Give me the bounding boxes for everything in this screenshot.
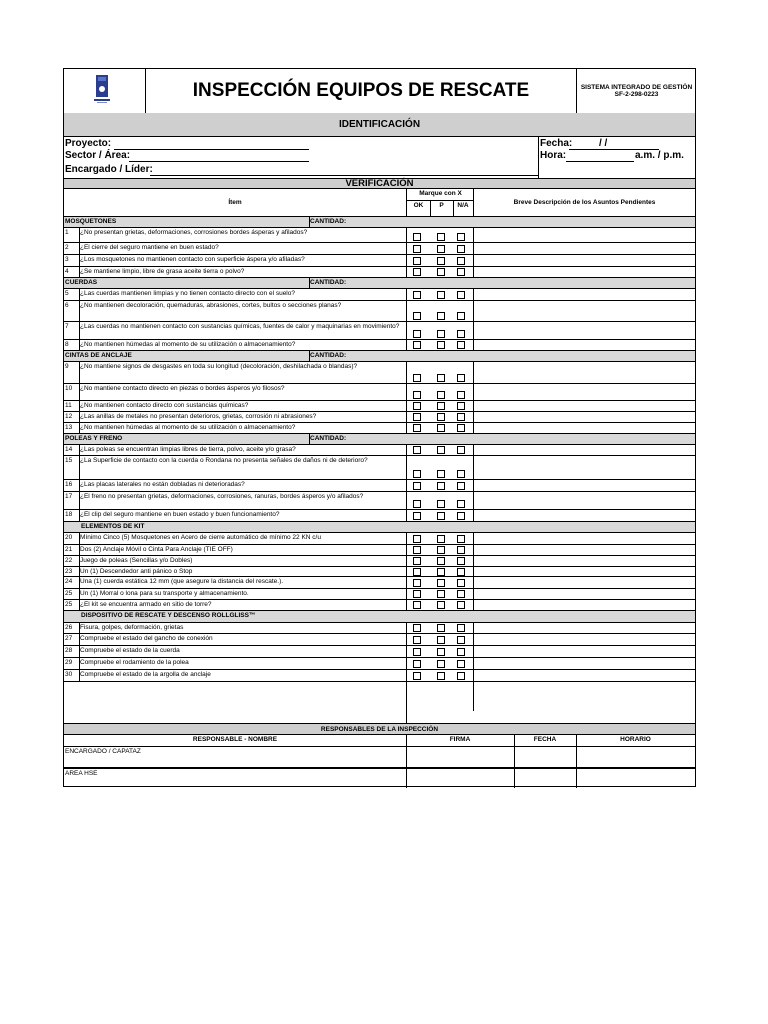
- ok-checkbox[interactable]: [413, 413, 421, 421]
- p-header: P: [439, 202, 444, 209]
- p-checkbox[interactable]: [437, 257, 445, 265]
- resp-col-horario-line: [576, 735, 577, 788]
- table-row: [64, 567, 695, 577]
- pending-description-field[interactable]: [474, 362, 695, 384]
- p-checkbox[interactable]: [437, 672, 445, 680]
- item-number: 18: [65, 511, 73, 518]
- ok-checkbox[interactable]: [413, 268, 421, 276]
- na-checkbox[interactable]: [457, 413, 465, 421]
- na-checkbox[interactable]: [457, 424, 465, 432]
- item-number: 29: [65, 659, 73, 666]
- p-checkbox[interactable]: [437, 374, 445, 382]
- item-text: Compruebe el estado de la cuerda: [80, 647, 180, 654]
- cantidad-label: CANTIDAD:: [310, 352, 347, 359]
- item-text: Un (1) Morral o lona para su transporte y almacenamiento.: [80, 590, 249, 597]
- item-text: ¿No mantienen contacto directo con sustancias químicas?: [80, 402, 249, 409]
- na-checkbox[interactable]: [457, 568, 465, 576]
- na-checkbox[interactable]: [457, 391, 465, 399]
- ok-checkbox[interactable]: [413, 601, 421, 609]
- pending-description-field[interactable]: [474, 533, 695, 545]
- p-checkbox[interactable]: [437, 535, 445, 543]
- table-row: [64, 646, 695, 658]
- table-row: [64, 322, 695, 340]
- p-checkbox[interactable]: [437, 291, 445, 299]
- table-row: [64, 545, 695, 556]
- marque-line: [406, 200, 473, 201]
- ok-checkbox[interactable]: [413, 330, 421, 338]
- section-label: DISPOSITIVO DE RESCATE Y DESCENSO ROLLGLISS™: [81, 612, 256, 619]
- table-row: [64, 670, 695, 682]
- p-checkbox[interactable]: [437, 391, 445, 399]
- cantidad-divider: [309, 217, 310, 228]
- col-fecha: FECHA: [533, 736, 557, 743]
- ok-checkbox[interactable]: [413, 660, 421, 668]
- ok-checkbox[interactable]: [413, 470, 421, 478]
- ok-checkbox[interactable]: [413, 245, 421, 253]
- ok-checkbox[interactable]: [413, 579, 421, 587]
- table-row: [64, 412, 695, 423]
- area-hse-label: AREA HSE: [65, 770, 98, 777]
- pending-description-field[interactable]: [474, 658, 695, 670]
- cantidad-label: CANTIDAD:: [310, 435, 347, 442]
- pending-description-field[interactable]: [474, 401, 695, 412]
- item-text: ¿No mantienen decoloración, quemaduras, abrasiones, cortes, bultos o secciones planas?: [80, 302, 342, 309]
- form-title: INSPECCIÓN EQUIPOS DE RESCATE: [192, 80, 530, 101]
- na-checkbox[interactable]: [457, 470, 465, 478]
- ok-checkbox[interactable]: [413, 590, 421, 598]
- resp-header-line: [64, 746, 695, 747]
- p-checkbox[interactable]: [437, 341, 445, 349]
- item-number: 27: [65, 635, 73, 642]
- table-row: [64, 255, 695, 267]
- item-number: 8: [65, 341, 69, 348]
- p-checkbox[interactable]: [437, 233, 445, 241]
- item-text: Juego de poleas (Sencillas y/o Dobles): [80, 557, 193, 564]
- p-checkbox[interactable]: [437, 636, 445, 644]
- item-number: 5: [65, 290, 69, 297]
- p-checkbox[interactable]: [437, 648, 445, 656]
- section-label: POLEAS Y FRENO: [65, 435, 123, 442]
- p-checkbox[interactable]: [437, 601, 445, 609]
- item-text: ¿Las cuerdas mantienen limpias y no tienen contacto directo con el suelo?: [80, 290, 295, 297]
- table-row: [64, 589, 695, 600]
- item-text: ¿Las cuerdas no mantienen contacto con sustancias químicas, fuentes de calor y maquinarias en movimiento?: [80, 323, 400, 330]
- item-number: 9: [65, 363, 69, 370]
- p-checkbox[interactable]: [437, 424, 445, 432]
- section-row: [64, 217, 695, 228]
- pending-description-field[interactable]: [474, 412, 695, 423]
- na-checkbox[interactable]: [457, 535, 465, 543]
- ok-checkbox[interactable]: [413, 568, 421, 576]
- system-name: SISTEMA INTEGRADO DE GESTIÓN: [580, 84, 693, 91]
- section-label: CUERDAS: [65, 279, 98, 286]
- item-number: 25: [65, 601, 73, 608]
- item-text: ¿Las placas laterales no están dobladas ni deterioradas?: [80, 481, 245, 488]
- system-code: [576, 69, 696, 113]
- item-text: ¿Los mosquetones no mantienen contacto con superficie áspera y/o afiladas?: [80, 256, 305, 263]
- na-checkbox[interactable]: [457, 546, 465, 554]
- na-checkbox[interactable]: [457, 660, 465, 668]
- ok-checkbox[interactable]: [413, 546, 421, 554]
- col-horario: HORARIO: [620, 736, 651, 743]
- item-text: Dos (2) Anclaje Móvil o Cinta Para Anclaje (TIE OFF): [80, 546, 233, 553]
- pending-description-field[interactable]: [474, 589, 695, 600]
- table-row: [64, 423, 695, 434]
- p-checkbox[interactable]: [437, 330, 445, 338]
- table-row: [64, 577, 695, 589]
- item-number: 26: [65, 624, 73, 631]
- hora-field[interactable]: [566, 161, 634, 162]
- fecha-separators: / /: [599, 138, 608, 149]
- item-text: ¿No presentan grietas, deformaciones, corrosiones bordes ásperas y afilados?: [80, 229, 308, 236]
- ok-checkbox[interactable]: [413, 512, 421, 520]
- item-number: 17: [65, 493, 73, 500]
- table-row: [64, 480, 695, 492]
- pending-description-field[interactable]: [474, 301, 695, 322]
- pending-description-field[interactable]: [474, 510, 695, 522]
- item-number: 6: [65, 302, 69, 309]
- ok-checkbox[interactable]: [413, 424, 421, 432]
- pending-description-field[interactable]: [474, 384, 695, 401]
- item-number: 12: [65, 413, 73, 420]
- pending-description-field[interactable]: [474, 623, 695, 634]
- pending-description-field[interactable]: [474, 445, 695, 456]
- item-text: Compruebe el estado de la argolla de anclaje: [80, 671, 211, 678]
- resp-row-line: [64, 767, 695, 769]
- item-text: ¿Las poleas se encuentran limpias libres de tierra, polvo, aceite y/o grasa?: [80, 446, 296, 453]
- p-checkbox[interactable]: [437, 312, 445, 320]
- na-checkbox[interactable]: [457, 291, 465, 299]
- col-line-ok: [430, 200, 431, 217]
- p-checkbox[interactable]: [437, 402, 445, 410]
- item-number: 15: [65, 457, 73, 464]
- cantidad-divider: [309, 434, 310, 445]
- ok-checkbox[interactable]: [413, 391, 421, 399]
- p-checkbox[interactable]: [437, 512, 445, 520]
- item-number: 7: [65, 323, 69, 330]
- p-checkbox[interactable]: [437, 245, 445, 253]
- pending-description-field[interactable]: [474, 545, 695, 556]
- item-text: Compruebe el estado del gancho de conexión: [80, 635, 213, 642]
- proyecto-label: Proyecto:: [65, 138, 112, 149]
- cantidad-divider: [309, 278, 310, 289]
- table-row: [64, 492, 695, 510]
- item-number: 10: [65, 385, 73, 392]
- p-checkbox[interactable]: [437, 268, 445, 276]
- na-checkbox[interactable]: [457, 312, 465, 320]
- sector-field[interactable]: [129, 161, 309, 162]
- desc-column-header: Breve Descripción de los Asuntos Pendientes: [513, 199, 656, 206]
- ok-checkbox[interactable]: [413, 233, 421, 241]
- na-checkbox[interactable]: [457, 268, 465, 276]
- section-row: [64, 522, 695, 533]
- pending-description-field[interactable]: [474, 340, 695, 351]
- proyecto-field[interactable]: [114, 149, 309, 150]
- table-row: [64, 658, 695, 670]
- form-header: [64, 69, 695, 114]
- item-number: 2: [65, 244, 69, 251]
- item-text: ¿El clip del seguro mantiene en buen estado y buen funcionamiento?: [80, 511, 280, 518]
- item-text: ¿No mantienen húmedas al momento de su utilización o almacenamiento?: [80, 341, 296, 348]
- fecha-label: Fecha:: [540, 138, 573, 149]
- verificacion-heading: VERIFICACIÓN: [64, 178, 695, 189]
- table-row: [64, 634, 695, 646]
- na-checkbox[interactable]: [457, 482, 465, 490]
- ok-checkbox[interactable]: [413, 636, 421, 644]
- na-checkbox[interactable]: [457, 672, 465, 680]
- item-text: Un (1) Descendedor anti pánico o Stop: [80, 568, 193, 575]
- inspection-form: [63, 68, 696, 787]
- item-number: 23: [65, 568, 73, 575]
- na-checkbox[interactable]: [457, 446, 465, 454]
- p-checkbox[interactable]: [437, 500, 445, 508]
- pending-description-field[interactable]: [474, 634, 695, 646]
- item-number: 14: [65, 446, 73, 453]
- pending-description-field[interactable]: [474, 322, 695, 340]
- logo-cell: [64, 69, 146, 113]
- table-row: [64, 301, 695, 322]
- item-text: ¿No mantienen húmedas al momento de su utilización o almacenamiento?: [80, 424, 296, 431]
- na-header: N/A: [457, 202, 469, 209]
- na-checkbox[interactable]: [457, 341, 465, 349]
- col-responsable-nombre: RESPONSABLE - NOMBRE: [192, 736, 278, 743]
- ok-checkbox[interactable]: [413, 672, 421, 680]
- p-checkbox[interactable]: [437, 446, 445, 454]
- resp-col-fecha-line: [514, 735, 515, 788]
- item-number: 1: [65, 229, 69, 236]
- item-text: Compruebe el rodamiento de la polea: [80, 659, 189, 666]
- item-number: 11: [65, 402, 72, 409]
- table-row: [64, 600, 695, 611]
- section-label: MOSQUETONES: [65, 218, 117, 225]
- item-number: 13: [65, 424, 73, 431]
- table-row: [64, 401, 695, 412]
- pending-description-field[interactable]: [474, 480, 695, 492]
- na-checkbox[interactable]: [457, 590, 465, 598]
- table-row: [64, 384, 695, 401]
- table-row: [64, 340, 695, 351]
- p-checkbox[interactable]: [437, 482, 445, 490]
- item-number: 28: [65, 647, 73, 654]
- na-checkbox[interactable]: [457, 233, 465, 241]
- pending-description-field[interactable]: [474, 289, 695, 301]
- cantidad-label: CANTIDAD:: [310, 218, 347, 225]
- na-checkbox[interactable]: [457, 500, 465, 508]
- p-checkbox[interactable]: [437, 413, 445, 421]
- na-checkbox[interactable]: [457, 257, 465, 265]
- encargado-field[interactable]: [150, 175, 538, 176]
- pending-description-field[interactable]: [474, 267, 695, 278]
- p-checkbox[interactable]: [437, 470, 445, 478]
- item-number: 3: [65, 256, 69, 263]
- ok-checkbox[interactable]: [413, 535, 421, 543]
- ok-checkbox[interactable]: [413, 312, 421, 320]
- table-row: [64, 456, 695, 480]
- pending-description-field[interactable]: [474, 556, 695, 567]
- col-line-p: [453, 200, 454, 217]
- p-checkbox[interactable]: [437, 557, 445, 565]
- section-row: [64, 278, 695, 289]
- cantidad-label: CANTIDAD:: [310, 279, 347, 286]
- pending-description-field[interactable]: [474, 255, 695, 267]
- item-text: Una (1) cuerda estática 12 mm (que asegure la distancia del rescate.).: [80, 578, 284, 585]
- ok-checkbox[interactable]: [413, 374, 421, 382]
- ok-header: OK: [413, 202, 424, 209]
- na-checkbox[interactable]: [457, 512, 465, 520]
- pending-description-field[interactable]: [474, 577, 695, 589]
- ok-checkbox[interactable]: [413, 341, 421, 349]
- pending-description-field[interactable]: [474, 600, 695, 611]
- na-checkbox[interactable]: [457, 245, 465, 253]
- p-checkbox[interactable]: [437, 660, 445, 668]
- pending-description-field[interactable]: [474, 492, 695, 510]
- item-text: Fisura, golpes, deformación, grietas: [80, 624, 184, 631]
- item-number: 16: [65, 481, 73, 488]
- ok-checkbox[interactable]: [413, 446, 421, 454]
- section-label: CINTAS DE ANCLAJE: [65, 352, 132, 359]
- table-row: [64, 623, 695, 634]
- p-checkbox[interactable]: [437, 568, 445, 576]
- table-row: [64, 267, 695, 278]
- hora-label: Hora:: [540, 150, 567, 161]
- table-row: [64, 243, 695, 255]
- pending-description-field[interactable]: [474, 670, 695, 682]
- item-text: ¿El freno no presentan grietas, deformaciones, corrosiones, ranuras, bordes ásperos y/o afilados?: [80, 493, 364, 500]
- item-text: Mínimo Cinco (5) Mosquetones en Acero de cierre automático de mínimo 22 KN c/u: [80, 534, 321, 541]
- cantidad-divider: [309, 351, 310, 362]
- ok-checkbox[interactable]: [413, 257, 421, 265]
- p-checkbox[interactable]: [437, 579, 445, 587]
- item-number: 20: [65, 534, 73, 541]
- na-checkbox[interactable]: [457, 402, 465, 410]
- encargado-label: Encargado / Líder:: [65, 164, 153, 175]
- hora-suffix: a.m. / p.m.: [635, 150, 684, 161]
- item-number: 25: [65, 590, 73, 597]
- item-number: 24: [65, 578, 73, 585]
- section-row: [64, 611, 695, 623]
- document-code: SF-2-298-0223: [614, 91, 659, 98]
- p-checkbox[interactable]: [437, 546, 445, 554]
- table-row: [64, 510, 695, 522]
- item-text: ¿Se mantiene limpio, libre de grasa aceite tierra o polvo?: [80, 268, 245, 275]
- pending-description-field[interactable]: [474, 567, 695, 577]
- item-text: ¿No mantiene signos de desgastes en toda su longitud (decoloración, deshilachada o blandas)?: [80, 363, 358, 370]
- ok-checkbox[interactable]: [413, 482, 421, 490]
- na-checkbox[interactable]: [457, 579, 465, 587]
- pending-description-field[interactable]: [474, 243, 695, 255]
- table-row: [64, 533, 695, 545]
- pending-description-field[interactable]: [474, 228, 695, 243]
- section-label: ELEMENTOS DE KIT: [81, 523, 145, 530]
- na-checkbox[interactable]: [457, 601, 465, 609]
- ok-checkbox[interactable]: [413, 500, 421, 508]
- na-checkbox[interactable]: [457, 330, 465, 338]
- identificacion-heading: IDENTIFICACIÓN: [64, 113, 695, 137]
- item-text: ¿Las anillas de metales no presentan deterioros, grietas, corrosión ni abrasiones?: [80, 413, 317, 420]
- ok-checkbox[interactable]: [413, 557, 421, 565]
- section-row: [64, 434, 695, 445]
- encargado-capataz-label: ENCARGADO / CAPATAZ: [65, 748, 141, 755]
- pending-description-field[interactable]: [474, 423, 695, 434]
- sector-label: Sector / Área:: [65, 150, 131, 161]
- item-number: 4: [65, 268, 69, 275]
- na-checkbox[interactable]: [457, 624, 465, 632]
- item-text: ¿La Superficie de contacto con la cuerda o Rondana no presenta señales de daños ni de deterioro?: [80, 457, 368, 464]
- item-text: ¿El kit se encuentra armado en sitio de torre?: [80, 601, 212, 608]
- ok-checkbox[interactable]: [413, 402, 421, 410]
- table-row: [64, 445, 695, 456]
- table-row: [64, 228, 695, 243]
- item-text: ¿No mantiene contacto directo en piezas o bordes ásperos y/o filosos?: [80, 385, 285, 392]
- p-checkbox[interactable]: [437, 624, 445, 632]
- item-number: 21: [65, 546, 73, 553]
- section-row: [64, 351, 695, 362]
- pending-description-field[interactable]: [474, 646, 695, 658]
- ok-checkbox[interactable]: [413, 291, 421, 299]
- na-checkbox[interactable]: [457, 374, 465, 382]
- na-checkbox[interactable]: [457, 648, 465, 656]
- na-checkbox[interactable]: [457, 636, 465, 644]
- responsables-heading: RESPONSABLES DE LA INSPECCIÓN: [64, 723, 695, 735]
- ident-divider: [538, 137, 539, 178]
- table-row: [64, 556, 695, 567]
- table-row: [64, 362, 695, 384]
- table-row: [64, 289, 695, 301]
- p-checkbox[interactable]: [437, 590, 445, 598]
- ok-checkbox[interactable]: [413, 624, 421, 632]
- item-number: 30: [65, 671, 73, 678]
- ok-checkbox[interactable]: [413, 648, 421, 656]
- item-number: 22: [65, 557, 73, 564]
- na-checkbox[interactable]: [457, 557, 465, 565]
- pending-description-field[interactable]: [474, 456, 695, 480]
- company-logo-icon: [94, 75, 110, 105]
- col-firma: FIRMA: [449, 736, 471, 743]
- marque-header: Marque con X: [419, 190, 462, 197]
- item-column-header: Ítem: [228, 199, 242, 206]
- item-text: ¿El cierre del seguro mantiene en buen estado?: [80, 244, 219, 251]
